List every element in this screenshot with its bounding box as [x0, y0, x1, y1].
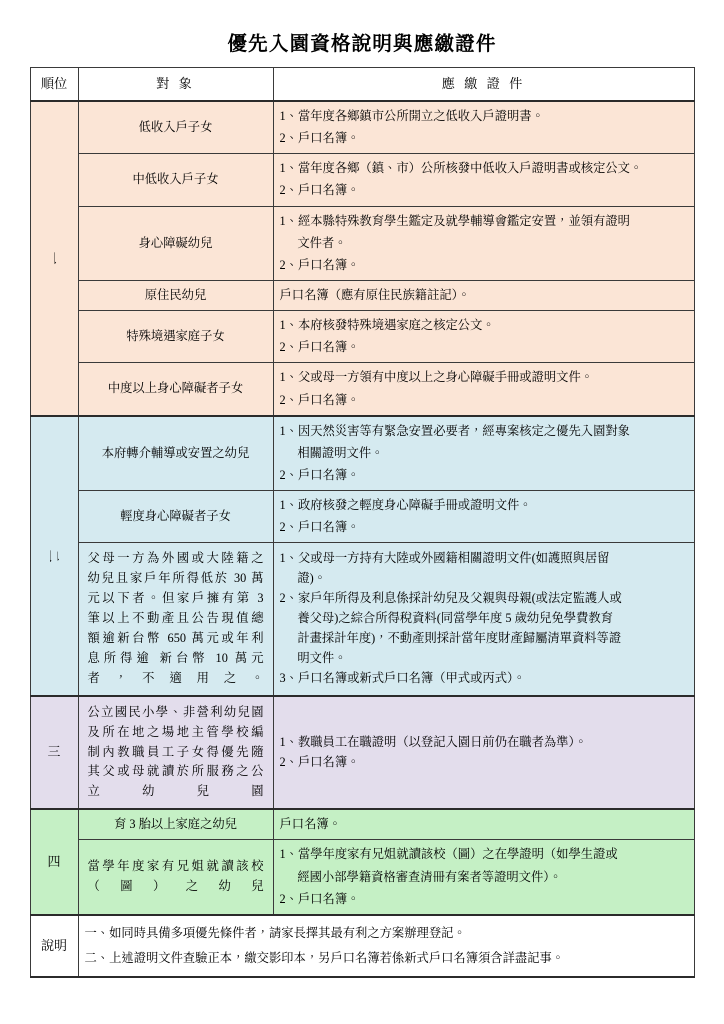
- document-line: 證)。: [297, 571, 327, 586]
- document-line: 2、戶口名簿。: [279, 891, 360, 906]
- object-line: 者，不適用之。: [87, 670, 264, 685]
- document-line: 1、本府核發特殊境遇家庭之核定公文。: [279, 318, 495, 333]
- document-line: 1、政府核發之輕度身心障礙手冊或證明文件。: [279, 498, 532, 513]
- object-line: 筆以上不動產且公告現值總: [87, 611, 264, 626]
- table-row: [30, 101, 694, 154]
- object-cell: 低收入戶子女: [78, 101, 273, 154]
- rank-cell-三: [30, 696, 78, 810]
- table-row: [30, 363, 694, 416]
- object-cell: 中度以上身心障礙者子女: [78, 363, 273, 416]
- note-item: 二、上述證明文件查驗正本，繳交影印本，另戶口名簿若係新式戶口名簿須含詳盡記事。: [84, 950, 565, 965]
- documents-cell: [273, 543, 694, 696]
- rank-label: 一: [47, 251, 63, 265]
- rank-label: 三: [47, 744, 61, 760]
- object-cell: [78, 543, 273, 696]
- documents-cell: [273, 363, 694, 416]
- table-row: [30, 154, 694, 206]
- documents-cell: [273, 206, 694, 280]
- object-line: 及所在地之場地主管學校編: [87, 724, 264, 739]
- documents-cell: [273, 154, 694, 206]
- rank-label: 四: [47, 853, 61, 869]
- documents-cell: [273, 416, 694, 491]
- table-row: [30, 206, 694, 280]
- table-body: [30, 101, 694, 977]
- object-cell: 特殊境遇家庭子女: [78, 311, 273, 363]
- document-line: 2、戶口名簿。: [279, 340, 360, 355]
- object-line: 其父或母就讀於所服務之公: [87, 764, 264, 779]
- rank-cell-四: [30, 809, 78, 915]
- table-row: [30, 696, 694, 810]
- object-line: 立幼兒園: [87, 784, 264, 799]
- object-cell: [78, 840, 273, 915]
- priority-admission-table: [30, 67, 695, 978]
- document-line: 2、戶口名簿。: [279, 131, 360, 146]
- object-line: 息所得逾 新台幣 10 萬元: [87, 650, 264, 665]
- document-line: 1、當年度各鄉鎮市公所開立之低收入戶證明書。: [279, 109, 544, 123]
- notes-label: 說明: [30, 915, 78, 977]
- document-line: 計畫採計年度)，不動產則採計當年度財產歸屬清單資料等證: [297, 631, 622, 646]
- object-cell: 本府轉介輔導或安置之幼兒: [78, 416, 273, 491]
- rank-cell-二: [30, 416, 78, 696]
- documents-cell: [273, 280, 694, 310]
- header-row: [30, 68, 694, 102]
- document-line: 文件者。: [297, 235, 347, 250]
- object-cell: 身心障礙幼兒: [78, 206, 273, 280]
- document-line: 3、戶口名簿或新式戶口名簿（甲式或丙式）。: [279, 670, 526, 685]
- document-line: 相關證明文件。: [297, 445, 384, 460]
- documents-cell: [273, 696, 694, 810]
- document-line: 1、父或母一方持有大陸或外國籍相關證明文件(如護照與居留: [279, 551, 610, 566]
- table-row: [30, 840, 694, 915]
- object-cell: 中低收入戶子女: [78, 154, 273, 206]
- documents-cell: [273, 311, 694, 363]
- rank-cell-一: [30, 101, 78, 416]
- document-line: 1、經本縣特殊教育學生鑑定及就學輔導會鑑定安置，並領有證明: [279, 213, 630, 228]
- document-line: 2、戶口名簿。: [279, 183, 360, 198]
- column-header-object: 對 象: [78, 68, 273, 102]
- document-line: 明文件。: [297, 650, 347, 665]
- document-line: 1、當學年度家有兄姐就讀該校（圖）之在學證明（如學生證或: [279, 847, 618, 862]
- object-cell: 輕度身心障礙者子女: [78, 491, 273, 543]
- object-line: 公立國民小學、非營利幼兒園: [87, 704, 264, 719]
- documents-cell: [273, 809, 694, 840]
- documents-cell: [273, 101, 694, 154]
- object-line: 額逾新台幣 650 萬元或年利: [87, 631, 264, 646]
- object-cell: 育 3 胎以上家庭之幼兒: [78, 809, 273, 840]
- document-line: 戶口名簿（應有原住民族籍註記）。: [279, 287, 471, 302]
- document-line: 1、當年度各鄉（鎮、市）公所核發中低收入戶證明書或核定公文。: [279, 161, 643, 176]
- column-header-documents: 應 繳 證 件: [273, 68, 694, 102]
- column-header-rank: 順位: [30, 68, 78, 102]
- document-line: 1、父或母一方領有中度以上之身心障礙手冊或證明文件。: [279, 370, 594, 385]
- object-cell: 原住民幼兒: [78, 280, 273, 310]
- notes-content: [78, 915, 694, 977]
- document-line: 2、戶口名簿。: [279, 392, 360, 407]
- rank-label: 二: [47, 549, 63, 563]
- table-row: [30, 311, 694, 363]
- document-line: 2、家戶年所得及利息係採計幼兒及父親與母親(或法定監護人或: [279, 591, 622, 606]
- document-line: 戶口名簿。: [279, 817, 341, 832]
- document-line: 1、教職員工在職證明（以登記入園日前仍在職者為準）。: [279, 734, 587, 749]
- table-row: [30, 543, 694, 696]
- object-cell: [78, 696, 273, 810]
- document-line: 養父母)之綜合所得稅資料(同當學年度 5 歲幼兒免學費教育: [297, 611, 613, 626]
- table-row: [30, 416, 694, 491]
- document-line: 2、戶口名簿。: [279, 257, 360, 272]
- table-header: [30, 68, 694, 102]
- document-line: 2、戶口名簿。: [279, 754, 360, 769]
- documents-cell: [273, 840, 694, 915]
- object-line: 制內教職員工子女得優先隨: [87, 744, 264, 759]
- object-line: 父母一方為外國或大陸籍之: [87, 551, 264, 566]
- document-line: 2、戶口名簿。: [279, 467, 360, 482]
- table-row: [30, 491, 694, 543]
- table-row: [30, 280, 694, 310]
- table-row: [30, 809, 694, 840]
- document-line: 2、戶口名簿。: [279, 520, 360, 535]
- object-line: 元以下者。但家戶擁有第 3: [87, 591, 264, 606]
- document-line: 經國小部學籍資格審查清冊有案者等證明文件）。: [297, 869, 562, 884]
- note-item: 一、如同時具備多項優先條件者，請家長擇其最有利之方案辦理登記。: [84, 925, 466, 940]
- document-line: 1、因天然災害等有緊急安置必要者，經專案核定之優先入園對象: [279, 423, 630, 438]
- documents-cell: [273, 491, 694, 543]
- object-line: 幼兒且家戶年所得低於 30 萬: [87, 571, 264, 586]
- object-line: 當學年度家有兄姐就讀該校: [87, 859, 264, 874]
- object-line: （圖）之幼兒: [87, 879, 264, 894]
- page-title: 優先入園資格說明與應繳證件: [227, 34, 497, 55]
- notes-row: [30, 915, 694, 977]
